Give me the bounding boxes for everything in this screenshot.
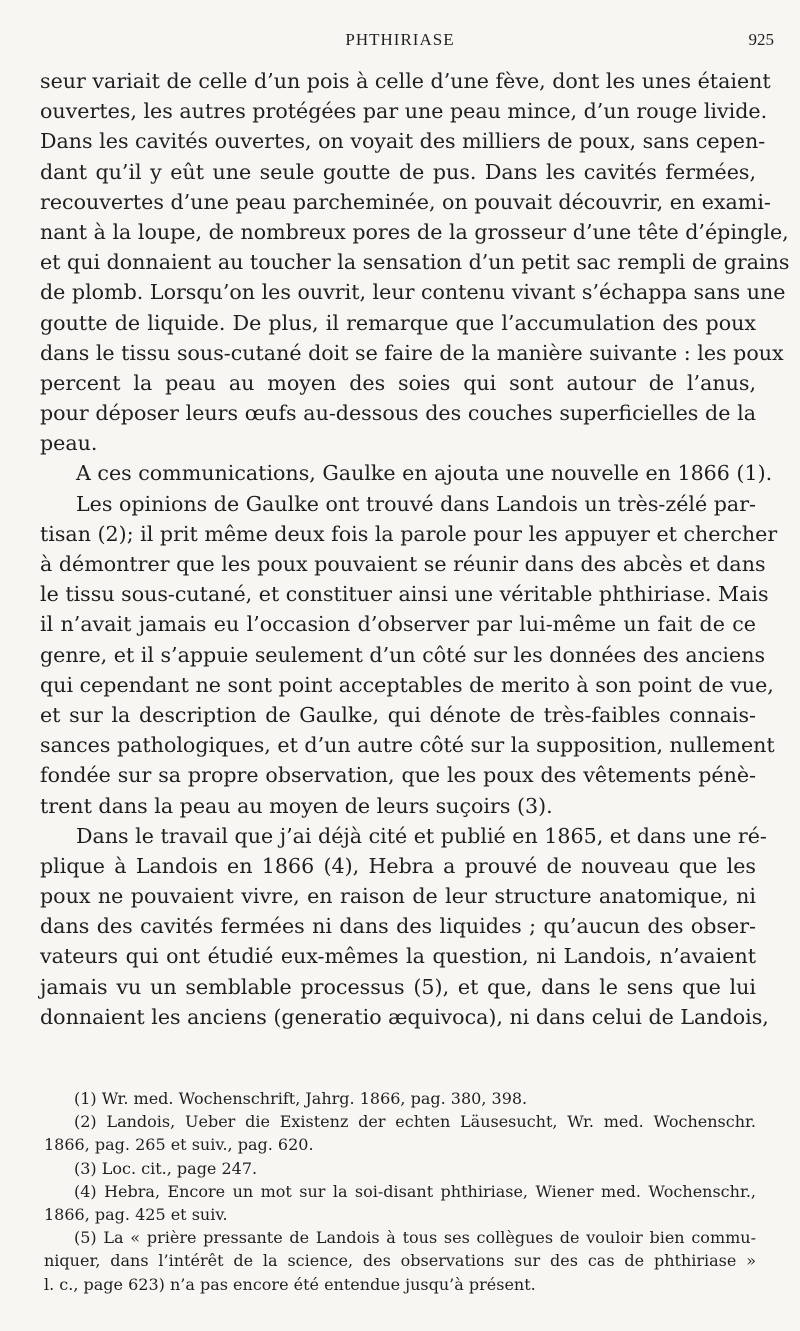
text-line: goutte de liquide. De plus, il remarque que l’accumulation des poux	[40, 310, 756, 335]
paragraph-start: Les opinions de Gaulke ont trouvé dans Landois un très-zélé par-	[76, 491, 756, 516]
text-line: il n’avait jamais eu l’occasion d’observer par lui-même un fait de ce	[40, 612, 756, 637]
text-line: dans le tissu sous-cutané doit se faire de la manière suivante : les poux	[40, 340, 784, 365]
text-line: dans des cavités fermées ni dans des liquides ; qu’aucun des obser-	[40, 914, 756, 939]
text-line: seur variait de celle d’un pois à celle d’une fève, dont les unes étaient	[40, 69, 771, 93]
text-line: recouvertes d’une peau parcheminée, on pouvait découvrir, en exami-	[40, 189, 771, 214]
text-line: plique à Landois en 1866 (4), Hebra a prouvé de nouveau que les	[40, 853, 756, 878]
text-line: Dans les cavités ouvertes, on voyait des milliers de poux, sans cepen-	[40, 129, 766, 154]
footnote-2-cont: 1866, pag. 265 et suiv., pag. 620.	[44, 1135, 314, 1155]
text-line: qui cependant ne sont point acceptables de merito à son point de vue,	[40, 672, 774, 697]
text-line: percent la peau au moyen des soies qui sont autour de l’anus,	[40, 370, 756, 395]
footnote-5-cont: niquer, dans l’intérêt de la science, des observations sur des cas de phthiriase »	[44, 1251, 756, 1271]
text-line: tisan (2); il prit même deux fois la parole pour les appuyer et chercher	[40, 521, 778, 546]
text-line: peau.	[40, 431, 98, 456]
text-line: et qui donnaient au toucher la sensation d’un petit sac rempli de grains	[40, 250, 790, 275]
body-text	[40, 66, 790, 1032]
running-title: PHTHIRIASE	[345, 30, 455, 49]
text-line: vateurs qui ont étudié eux-mêmes la question, ni Landois, n’avaient	[40, 944, 756, 969]
text-line: genre, et il s’appuie seulement d’un côté sur les données des anciens	[40, 642, 766, 667]
page-header	[0, 30, 800, 58]
text-line: donnaient les anciens (generatio æquivoca), ni dans celui de Landois,	[40, 1004, 769, 1029]
page-number: 925	[748, 30, 774, 49]
footnotes	[44, 1087, 756, 1296]
paragraph-start: A ces communications, Gaulke en ajouta une nouvelle en 1866 (1).	[76, 461, 773, 486]
footnote-1: (1) Wr. med. Wochenschrift, Jahrg. 1866, pag. 380, 398.	[74, 1089, 528, 1108]
text-line: fondée sur sa propre observation, que les poux des vêtements pénè-	[40, 763, 756, 788]
text-line: ouvertes, les autres protégées par une peau mince, d’un rouge livide.	[40, 99, 768, 124]
footnote-3: (3) Loc. cit., page 247.	[74, 1158, 258, 1178]
footnote-5: (5) La « prière pressante de Landois à tous ses collègues de vouloir bien commu-	[74, 1228, 756, 1248]
text-line: nant à la loupe, de nombreux pores de la grosseur d’une tête d’épingle,	[40, 219, 789, 244]
text-line: jamais vu un semblable processus (5), et que, dans le sens que lui	[40, 974, 756, 999]
text-line: à démontrer que les poux pouvaient se réunir dans des abcès et dans	[40, 552, 766, 576]
footnote-4: (4) Hebra, Encore un mot sur la soi-disant phthiriase, Wiener med. Wochenschr.,	[74, 1181, 756, 1201]
footnote-4-cont: 1866, pag. 425 et suiv.	[44, 1204, 228, 1224]
footnote-5-cont: l. c., page 623) n’a pas encore été entendue jusqu’à présent.	[44, 1274, 536, 1294]
text-line: sances pathologiques, et d’un autre côté sur la supposition, nullement	[40, 733, 775, 758]
text-line: dant qu’il y eût une seule goutte de pus. Dans les cavités fermées,	[40, 159, 756, 184]
text-line: de plomb. Lorsqu’on les ouvrit, leur contenu vivant s’échappa sans une	[40, 280, 786, 305]
text-line: le tissu sous-cutané, et constituer ainsi une véritable phthiriase. Mais	[40, 582, 769, 607]
paragraph-start: Dans le travail que j’ai déjà cité et publié en 1865, et dans une ré-	[76, 823, 767, 848]
text-line: pour déposer leurs œufs au-dessous des couches superficielles de la	[40, 401, 756, 426]
text-line: poux ne pouvaient vivre, en raison de leur structure anatomique, ni	[40, 884, 756, 909]
text-line: et sur la description de Gaulke, qui dénote de très-faibles connais-	[40, 702, 756, 727]
text-line: trent dans la peau au moyen de leurs suçoirs (3).	[40, 793, 553, 818]
footnote-2: (2) Landois, Ueber die Existenz der echten Läusesucht, Wr. med. Wochenschr.	[74, 1112, 756, 1132]
